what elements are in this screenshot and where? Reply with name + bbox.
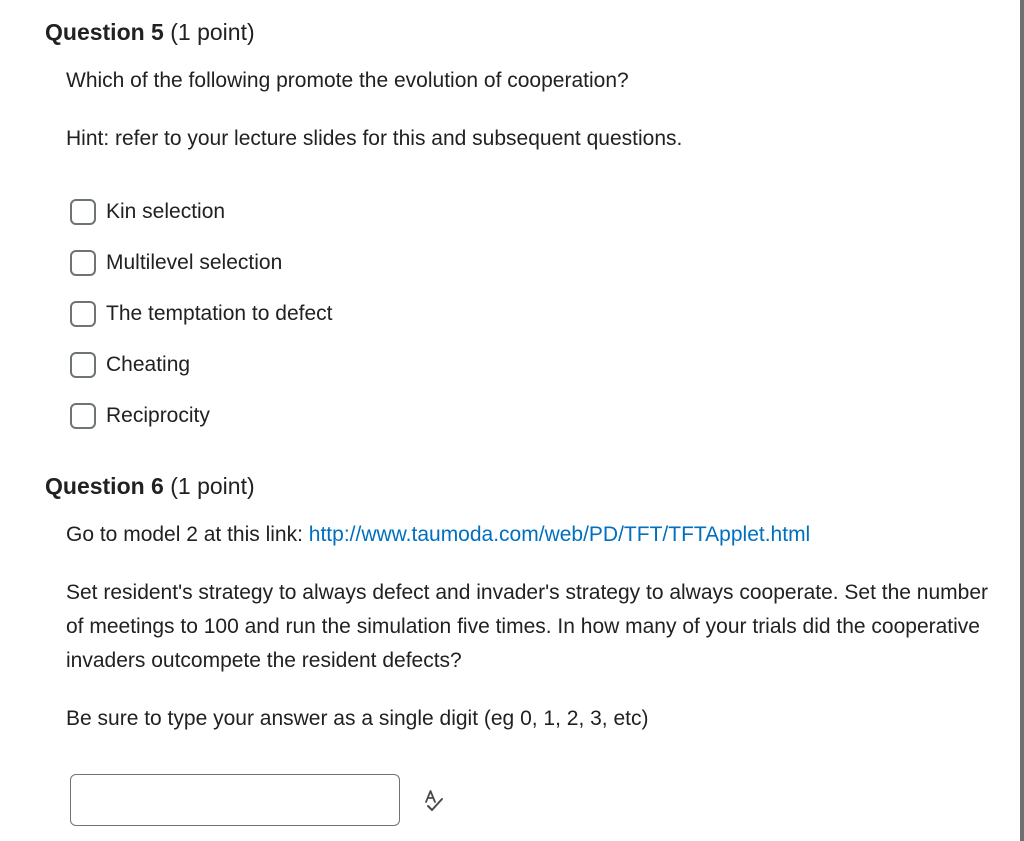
option-label: Multilevel selection [106, 250, 283, 274]
option-cheating[interactable] [70, 339, 995, 390]
checkbox-cheating[interactable] [70, 352, 96, 378]
spellcheck-icon[interactable] [420, 787, 446, 813]
question-6-note: Be sure to type your answer as a single digit (eg 0, 1, 2, 3, etc) [66, 707, 649, 730]
question-5-points: (1 point) [170, 19, 255, 45]
option-multilevel-selection[interactable] [70, 237, 995, 288]
option-label: Cheating [106, 352, 191, 376]
option-label: Kin selection [106, 199, 226, 223]
checkbox-temptation-to-defect[interactable] [70, 301, 96, 327]
answer-row [70, 774, 995, 826]
answer-input[interactable] [70, 774, 400, 826]
option-kin-selection[interactable] [70, 186, 995, 237]
question-5-body [66, 64, 995, 441]
question-5-options [66, 186, 995, 441]
option-label: The temptation to defect [106, 301, 333, 325]
question-6-header [45, 470, 995, 502]
question-5-title: Question 5 [45, 19, 164, 45]
checkbox-reciprocity[interactable] [70, 403, 96, 429]
question-6-prompt-prefix: Go to model 2 at this link: [66, 523, 303, 546]
question-6-body [66, 518, 995, 826]
question-6-instructions: Set resident's strategy to always defect and invader's strategy to always cooperate. Set the number of meetings to 100 and run the simulation five times. In how many of your trials did the cooperative invaders outcompete the resident defects? [66, 581, 989, 672]
question-5 [45, 16, 995, 462]
taumoda-applet-link[interactable]: http://www.taumoda.com/web/PD/TFT/TFTApplet.html [308, 523, 811, 546]
question-6-points: (1 point) [170, 473, 255, 499]
question-6-prompt [66, 518, 995, 552]
question-6 [45, 470, 995, 826]
question-5-hint: Hint: refer to your lecture slides for this and subsequent questions. [66, 127, 683, 150]
option-temptation-to-defect[interactable] [70, 288, 995, 339]
checkbox-kin-selection[interactable] [70, 199, 96, 225]
question-5-prompt: Which of the following promote the evolution of cooperation? [66, 69, 629, 92]
window-scrollbar[interactable] [1020, 0, 1024, 841]
question-5-header [45, 16, 995, 48]
option-reciprocity[interactable] [70, 390, 995, 441]
question-6-title: Question 6 [45, 473, 164, 499]
checkbox-multilevel-selection[interactable] [70, 250, 96, 276]
option-label: Reciprocity [106, 403, 210, 427]
